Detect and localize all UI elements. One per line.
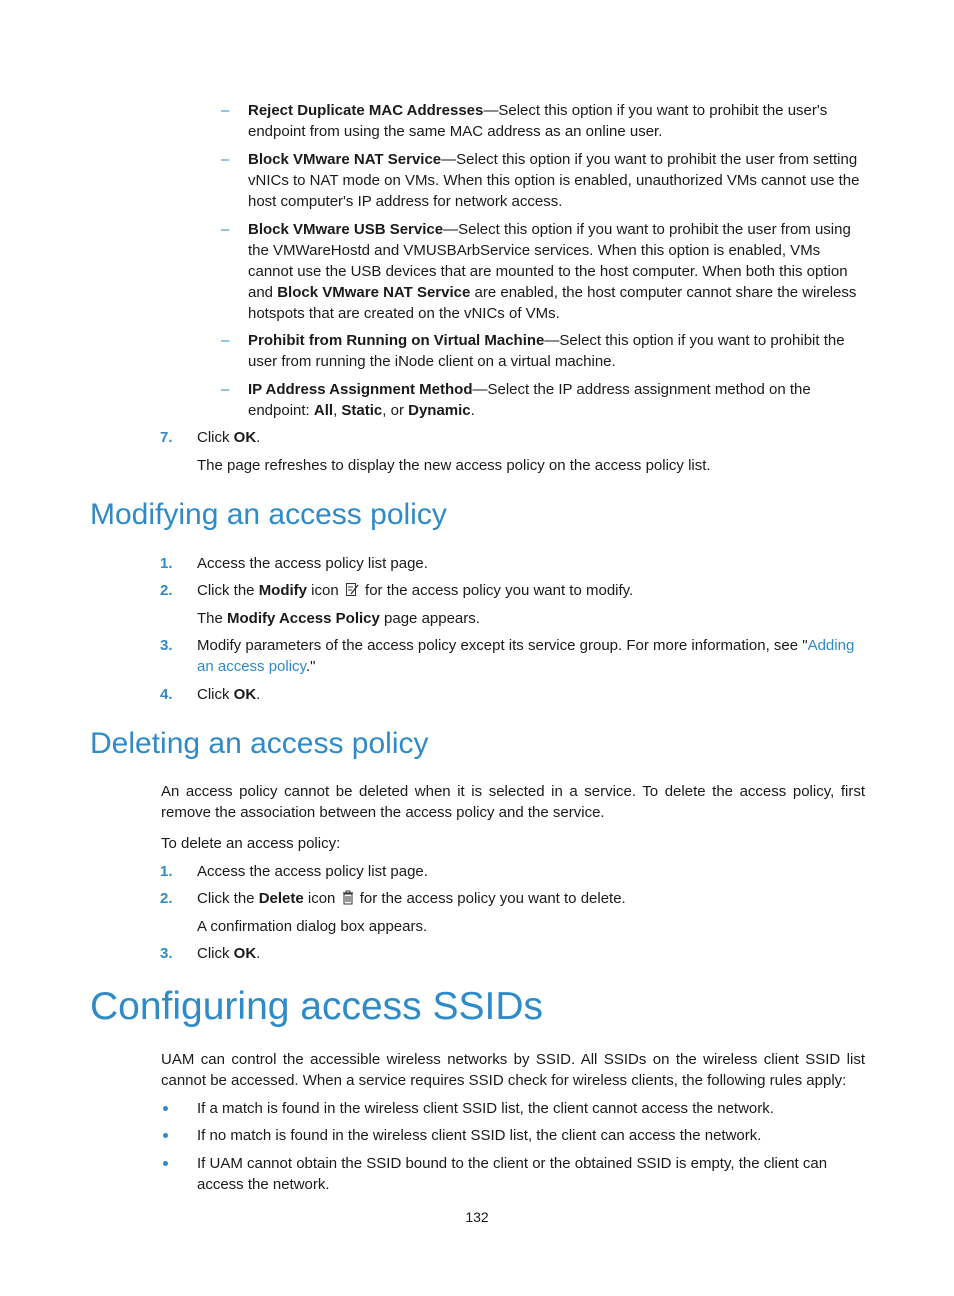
option-reject-duplicate-mac: – Reject Duplicate MAC Addresses—Select this option if you want to prohibit the user's endpoint from using the same MAC address as an online user.: [221, 102, 828, 140]
delete-step-1: 1. Access the access policy list page.: [160, 863, 428, 880]
step-7: 7. Click OK.: [160, 429, 261, 446]
dash-marker: –: [221, 151, 230, 168]
step-7-note: The page refreshes to display the new access policy on the access policy list.: [197, 457, 711, 474]
delete-step-3: 3. Click OK.: [160, 945, 261, 962]
option-block-vmware-nat: – Block VMware NAT Service—Select this option if you want to prohibit the user from setting vNICs to NAT mode on VMs. When this option is enabled, unauthorized VMs cannot use the host computer's IP address for network access.: [221, 151, 860, 210]
delete-intro: An access policy cannot be deleted when it is selected in a service. To delete the access policy, first remove the association between the access policy and the service.: [161, 783, 865, 821]
modify-step-1: 1. Access the access policy list page.: [160, 555, 428, 572]
modify-step-2: 2. Click the Modify icon for the access policy you want to modify.: [197, 580, 865, 603]
modify-step-2-note: The Modify Access Policy page appears.: [197, 610, 480, 627]
option-block-vmware-usb: – Block VMware USB Service—Select this option if you want to prohibit the user from using the VMWareHostd and VMUSBArbService services. When this option is enabled, VMs cannot use the USB devices that are mounted to the host computer. When both this option and Block VMware NAT Service are enabled, the host computer cannot share the wireless hotspots that are created on the vNICs of VMs.: [221, 221, 857, 322]
bullet-marker: [163, 1106, 168, 1111]
modify-icon: [345, 582, 359, 603]
dash-marker: –: [221, 102, 230, 119]
option-prohibit-virtual-machine: – Prohibit from Running on Virtual Machine—Select this option if you want to prohibit the user from running the iNode client on a virtual machine.: [221, 332, 845, 370]
ssid-rule-item: If no match is found in the wireless client SSID list, the client can access the network.: [197, 1125, 865, 1146]
delete-step-2-note: A confirmation dialog box appears.: [197, 918, 428, 935]
dash-marker: –: [221, 221, 230, 238]
delete-section-title: Deleting an access policy: [90, 727, 429, 760]
bullet-marker: [163, 1161, 168, 1166]
page-number: 132: [465, 1209, 489, 1225]
modify-section-title: Modifying an access policy: [90, 498, 447, 531]
option-ip-address-assignment: – IP Address Assignment Method—Select the IP address assignment method on the endpoint: All, Static, or Dynamic.: [221, 381, 811, 419]
ssid-intro: UAM can control the accessible wireless networks by SSID. All SSIDs on the wireless client SSID list cannot be accessed. When a service requires SSID check for wireless clients, the following rules apply:: [161, 1051, 865, 1089]
modify-step-4: 4. Click OK.: [160, 686, 261, 703]
delete-icon: [342, 890, 354, 911]
adding-access-policy-link[interactable]: Adding an access policy: [197, 637, 855, 675]
delete-lead: To delete an access policy:: [161, 835, 341, 852]
modify-step-3: 3. Modify parameters of the access policy except its service group. For more information, see "Adding an access policy.": [160, 637, 855, 675]
dash-marker: –: [221, 332, 230, 349]
ssid-rule-item: If a match is found in the wireless client SSID list, the client cannot access the network.: [197, 1098, 865, 1119]
delete-step-2: 2. Click the Delete icon for the access policy you want to delete.: [197, 888, 865, 911]
ssid-chapter-title: Configuring access SSIDs: [90, 985, 544, 1028]
dash-marker: –: [221, 381, 230, 398]
bullet-marker: [163, 1133, 168, 1138]
ssid-rule-item: If UAM cannot obtain the SSID bound to the client or the obtained SSID is empty, the client can access the network.: [197, 1153, 865, 1195]
